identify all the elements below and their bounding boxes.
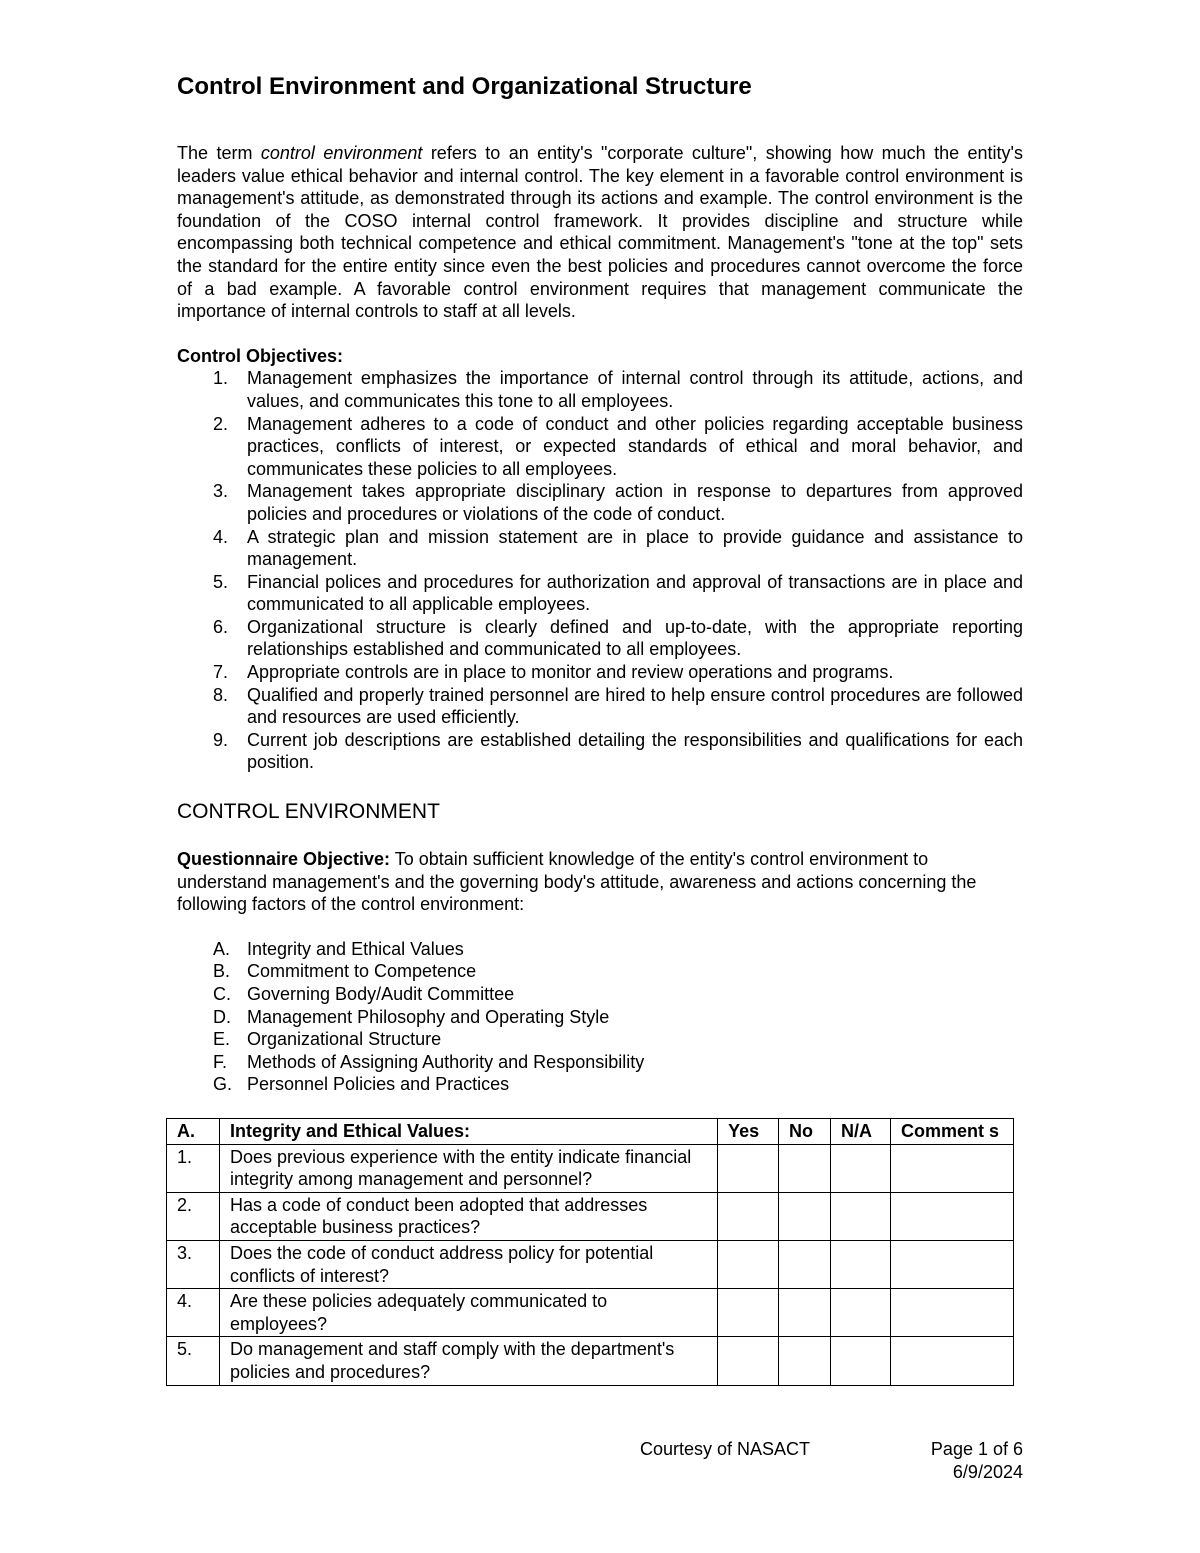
- yes-cell[interactable]: [718, 1144, 779, 1192]
- list-item: 1. Management emphasizes the importance of internal control through its attitude, actions, and values, and communicates this tone to all employees.: [213, 368, 1023, 411]
- list-item: A. Integrity and Ethical Values: [213, 938, 464, 959]
- no-cell[interactable]: [779, 1240, 831, 1288]
- table-row: [167, 1144, 1014, 1192]
- yes-cell[interactable]: [718, 1240, 779, 1288]
- comments-cell[interactable]: [890, 1337, 1013, 1385]
- factors-list: [177, 938, 1023, 1096]
- na-cell[interactable]: [831, 1240, 891, 1288]
- na-cell[interactable]: [831, 1289, 891, 1337]
- comments-cell[interactable]: [890, 1192, 1013, 1240]
- row-number: 5.: [167, 1337, 220, 1385]
- no-cell[interactable]: [779, 1289, 831, 1337]
- yes-cell[interactable]: [718, 1337, 779, 1385]
- section-heading: CONTROL ENVIRONMENT: [177, 800, 440, 824]
- table-row: [167, 1289, 1014, 1337]
- control-objectives-title: Control Objectives:: [177, 345, 344, 366]
- list-item: 2. Management adheres to a code of conduct and other policies regarding acceptable business practices, conflicts of interest, or expected standards of ethical and moral behavior, and communicates these policies to all employees.: [213, 413, 1023, 479]
- table-row: [167, 1337, 1014, 1385]
- table-row: [167, 1240, 1014, 1288]
- header-no: No: [779, 1119, 831, 1145]
- row-question: Has a code of conduct been adopted that addresses acceptable business practices?: [219, 1192, 717, 1240]
- row-question: Does previous experience with the entity indicate financial integrity among management and personnel?: [219, 1144, 717, 1192]
- list-item: B. Commitment to Competence: [213, 961, 477, 982]
- no-cell[interactable]: [779, 1337, 831, 1385]
- table-header-row: [167, 1119, 1014, 1145]
- footer-courtesy: Courtesy of NASACT: [640, 1439, 811, 1459]
- row-number: 2.: [167, 1192, 220, 1240]
- control-objectives-list: [177, 367, 1023, 774]
- list-item: 6. Organizational structure is clearly defined and up-to-date, with the appropriate reporting relationships established and communicated to all employees.: [213, 616, 1023, 660]
- no-cell[interactable]: [779, 1192, 831, 1240]
- document-page: [177, 70, 1023, 1118]
- intro-emphasis: control environment: [260, 143, 423, 163]
- na-cell[interactable]: [831, 1192, 891, 1240]
- table-row: [167, 1192, 1014, 1240]
- list-item: C. Governing Body/Audit Committee: [213, 984, 515, 1004]
- no-cell[interactable]: [779, 1144, 831, 1192]
- row-number: 4.: [167, 1289, 220, 1337]
- row-number: 1.: [167, 1144, 220, 1192]
- row-question: Do management and staff comply with the department's policies and procedures?: [219, 1337, 717, 1385]
- list-item: 9. Current job descriptions are established detailing the responsibilities and qualifications for each position.: [213, 729, 1023, 773]
- list-item: 8. Qualified and properly trained personnel are hired to help ensure control procedures are followed and resources are used efficiently.: [213, 684, 1023, 728]
- list-item: D. Management Philosophy and Operating Style: [213, 1006, 610, 1027]
- na-cell[interactable]: [831, 1144, 891, 1192]
- list-item: 4. A strategic plan and mission statement are in place to provide guidance and assistance to management.: [213, 526, 1023, 570]
- header-question: Integrity and Ethical Values:: [219, 1119, 717, 1145]
- row-question: Are these policies adequately communicated to employees?: [219, 1289, 717, 1337]
- footer-page-number: Page 1 of 6: [930, 1439, 1023, 1459]
- comments-cell[interactable]: [890, 1144, 1013, 1192]
- header-section-id: A.: [167, 1119, 220, 1145]
- yes-cell[interactable]: [718, 1289, 779, 1337]
- comments-cell[interactable]: [890, 1240, 1013, 1288]
- list-item: 5. Financial polices and procedures for authorization and approval of transactions are in place and communicated to all applicable employees.: [213, 571, 1023, 615]
- yes-cell[interactable]: [718, 1192, 779, 1240]
- header-yes: Yes: [718, 1119, 779, 1145]
- list-item: F. Methods of Assigning Authority and Responsibility: [213, 1051, 645, 1072]
- row-number: 3.: [167, 1240, 220, 1288]
- header-comments: Comment s: [890, 1119, 1013, 1145]
- footer-date: 6/9/2024: [952, 1462, 1023, 1482]
- header-na: N/A: [831, 1119, 891, 1145]
- row-question: Does the code of conduct address policy for potential conflicts of interest?: [219, 1240, 717, 1288]
- list-item: 7. Appropriate controls are in place to monitor and review operations and programs.: [213, 662, 894, 683]
- page-title: Control Environment and Organizational Structure: [177, 73, 752, 100]
- questionnaire-table: [166, 1118, 1014, 1386]
- list-item: E. Organizational Structure: [213, 1029, 442, 1050]
- comments-cell[interactable]: [890, 1289, 1013, 1337]
- questionnaire-objective: Questionnaire Objective: To obtain sufficient knowledge of the entity's control environment to understand management's and the governing body's attitude, awareness and actions concerning the following factors of the control environment:: [177, 849, 977, 915]
- list-item: 3. Management takes appropriate disciplinary action in response to departures from approved policies and procedures or violations of the code of conduct.: [213, 481, 1023, 524]
- list-item: G. Personnel Policies and Practices: [213, 1074, 510, 1095]
- na-cell[interactable]: [831, 1337, 891, 1385]
- intro-paragraph: The term control environment refers to an entity's "corporate culture", showing how much the entity's leaders value ethical behavior and internal control. The key element in a favorable control environment is management's attitude, as demonstrated through its actions and example. The control environment is the foundation of the COSO internal control framework. It provides discipline and structure while encompassing both technical competence and ethical commitment. Management's "tone at the top" sets the standard for the entire entity since even the best policies and procedures cannot overcome the force of a bad example. A favorable control environment requires that management communicate the importance of internal controls to staff at all levels.: [177, 143, 1023, 322]
